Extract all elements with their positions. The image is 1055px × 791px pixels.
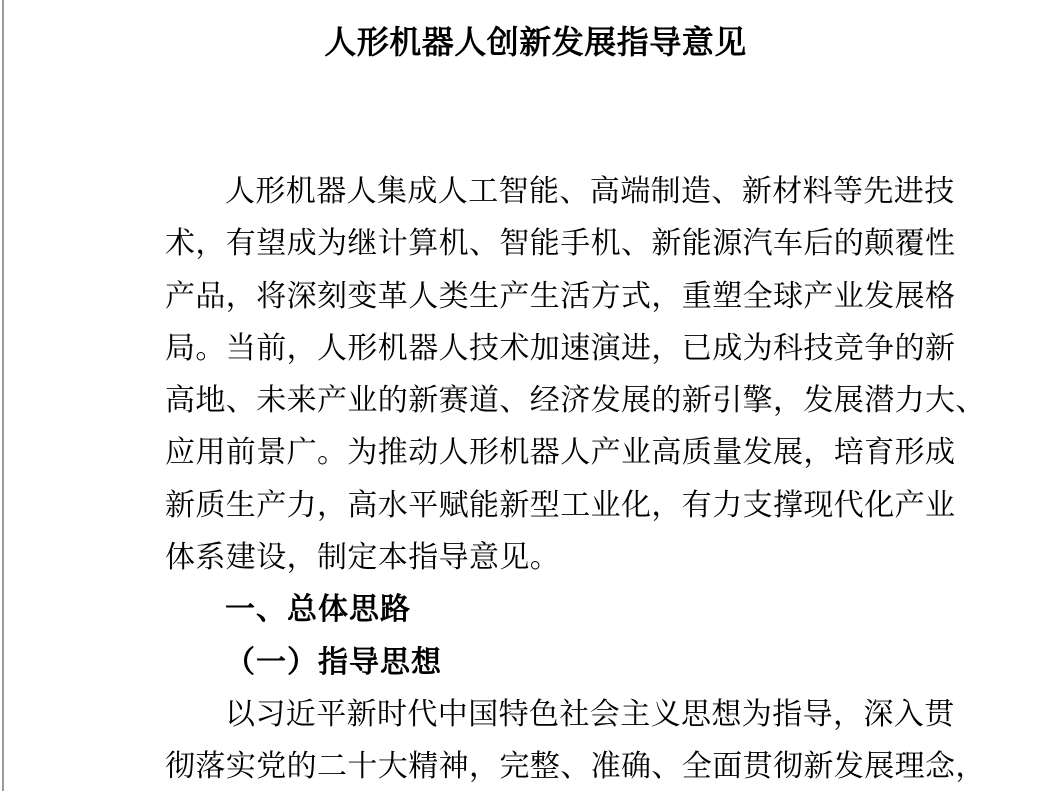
body-text-line: 产品，将深刻变革人类生产生活方式，重塑全球产业发展格 [165, 279, 956, 313]
body-text-line: 彻落实党的二十大精神，完整、准确、全面贯彻新发展理念， [165, 750, 986, 784]
body-text-line: 局。当前，人形机器人技术加速演进，已成为科技竞争的新 [165, 331, 956, 365]
body-text-line: 人形机器人集成人工智能、高端制造、新材料等先进技 [225, 175, 955, 208]
body-text-line: 以习近平新时代中国特色社会主义思想为指导，深入贯 [225, 697, 955, 731]
body-text-line: 体系建设，制定本指导意见。 [165, 541, 561, 575]
body-text-line: 新质生产力，高水平赋能新型工业化，有力支撑现代化产业 [165, 488, 956, 522]
subsection-heading: （一）指导思想 [225, 645, 442, 679]
section-heading: 一、总体思路 [225, 593, 411, 627]
document-body [165, 166, 986, 791]
page-left-edge-line [2, 0, 4, 791]
body-text-line: 应用前景广。为推动人形机器人产业高质量发展，培育形成 [165, 436, 956, 470]
body-text-line: 高地、未来产业的新赛道、经济发展的新引擎，发展潜力大、 [165, 384, 986, 418]
document-title: 人形机器人创新发展指导意见 [324, 24, 747, 60]
body-text-line: 术，有望成为继计算机、智能手机、新能源汽车后的颠覆性 [165, 227, 956, 261]
